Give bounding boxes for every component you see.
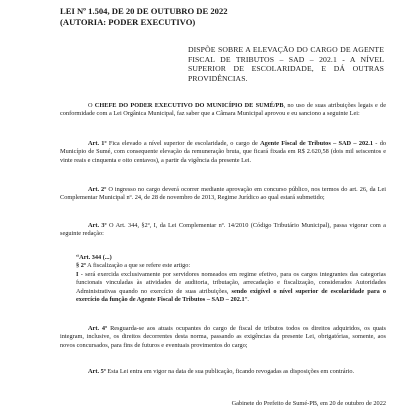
quote-inciso-1-bold: sendo exigível o nível superior de escolaridade para o exercício da função de Agente Fiscal de Tributos – SAD – 202.1 xyxy=(76,287,387,304)
preamble-chief: CHEFE DO PODER EXECUTIVO DO MUNICÍPIO DE SUMÉ/PB xyxy=(94,102,284,109)
signature-place-date: Gabinete do Prefeito de Sumé-PB, em 20 de outubro de 2022 xyxy=(231,400,386,407)
quote-inciso-1-label: I xyxy=(76,270,79,278)
article-3 xyxy=(60,222,386,239)
law-ementa: DISPÕE SOBRE A ELEVAÇÃO DO CARGO DE AGENTE FISCAL DE TRIBUTOS – SAD – 202.1 - A NÍVEL SUPERIOR DE ESCOLARIDADE, E DÁ OUTRAS PROVIDÊNCIAS. xyxy=(188,45,384,83)
law-authorship: (AUTORIA: PODER EXECUTIVO) xyxy=(60,16,196,27)
quote-paragraph-2-text: A fiscalização a que se refere este artigo: xyxy=(85,262,191,270)
quote-art344: “Art. 344 (...) xyxy=(76,254,112,261)
article-3-text: O Art. 344, §2º, I, da Lei Complementar nº. 14/2010 (Código Tributário Municipal), passa vigorar com a seguinte redação: xyxy=(60,222,386,238)
article-5-text: Esta Lei entra em vigor na data de sua publicação, ficando revogadas as disposições em contrário. xyxy=(105,368,355,375)
article-1-cargo: Agente Fiscal de Tributos – SAD – 202.1 xyxy=(260,140,374,147)
preamble-rest: , no uso de suas atribuições legais e de conformidade com a Lei Orgânica Municipal, faz saber que a Câmara Municipal aprovou e eu sanciono a seguinte Lei: xyxy=(60,102,386,118)
quote-inciso-1-pre: - será exercida exclusivamente por servidores nomeados em regime efetivo, para os cargos integrantes das categorias funcionais vinculadas às atividades de auditoria, tributação, arrecadação e fiscalização, considerados Autoridades Administrativas quando no exercício de suas atribuições, xyxy=(76,270,386,295)
article-1-pre: Fica elevado a nível superior de escolaridade, o cargo de xyxy=(106,140,261,147)
article-2-text: O ingresso no cargo deverá ocorrer mediante aprovação em concurso público, nos termos do art. 26, da Lei Complementar Municipal nº. 24, de 28 de novembro de 2013, Regime Jurídico ao qual estará submetido; xyxy=(60,186,386,202)
quoted-amendment xyxy=(76,254,386,304)
document-header xyxy=(60,6,386,27)
article-4 xyxy=(60,325,386,350)
quote-inciso-1-post: ”. xyxy=(244,296,249,304)
article-1 xyxy=(60,140,386,165)
article-1-label: Art. 1º xyxy=(88,140,107,147)
quote-paragraph-2-label: § 2º xyxy=(76,262,86,270)
article-5-label: Art. 5º xyxy=(88,368,106,375)
article-5 xyxy=(60,368,386,376)
article-2-label: Art. 2º xyxy=(88,186,107,193)
article-3-label: Art. 3º xyxy=(88,222,107,229)
article-2 xyxy=(60,186,386,203)
preamble xyxy=(60,102,386,119)
article-4-text: Resguarda-se aos atuais ocupantes do cargo de fiscal de tributos todos os direitos adquiridos, os quais integram, inclusive, os direitos decorrentes desta norma, passando as exigências da presente Lei, obrigatórias, somente, aos novos concursados, para fins de futuros e eventuais provimentos do cargo; xyxy=(60,325,386,349)
article-4-label: Art. 4º xyxy=(88,325,108,332)
law-title: LEI Nº 1.504, DE 20 DE OUTUBRO DE 2022 xyxy=(60,6,228,16)
article-1-post: - do Município de Sumé, com consequente elevação da remuneração bruta, que ficará fixada em R$ 2.620,58 (dois mil seiscentos e vinte reais e cinquenta e oito centavos), a partir da vigência da presente Lei. xyxy=(60,140,386,164)
preamble-prefix: O xyxy=(88,102,95,109)
